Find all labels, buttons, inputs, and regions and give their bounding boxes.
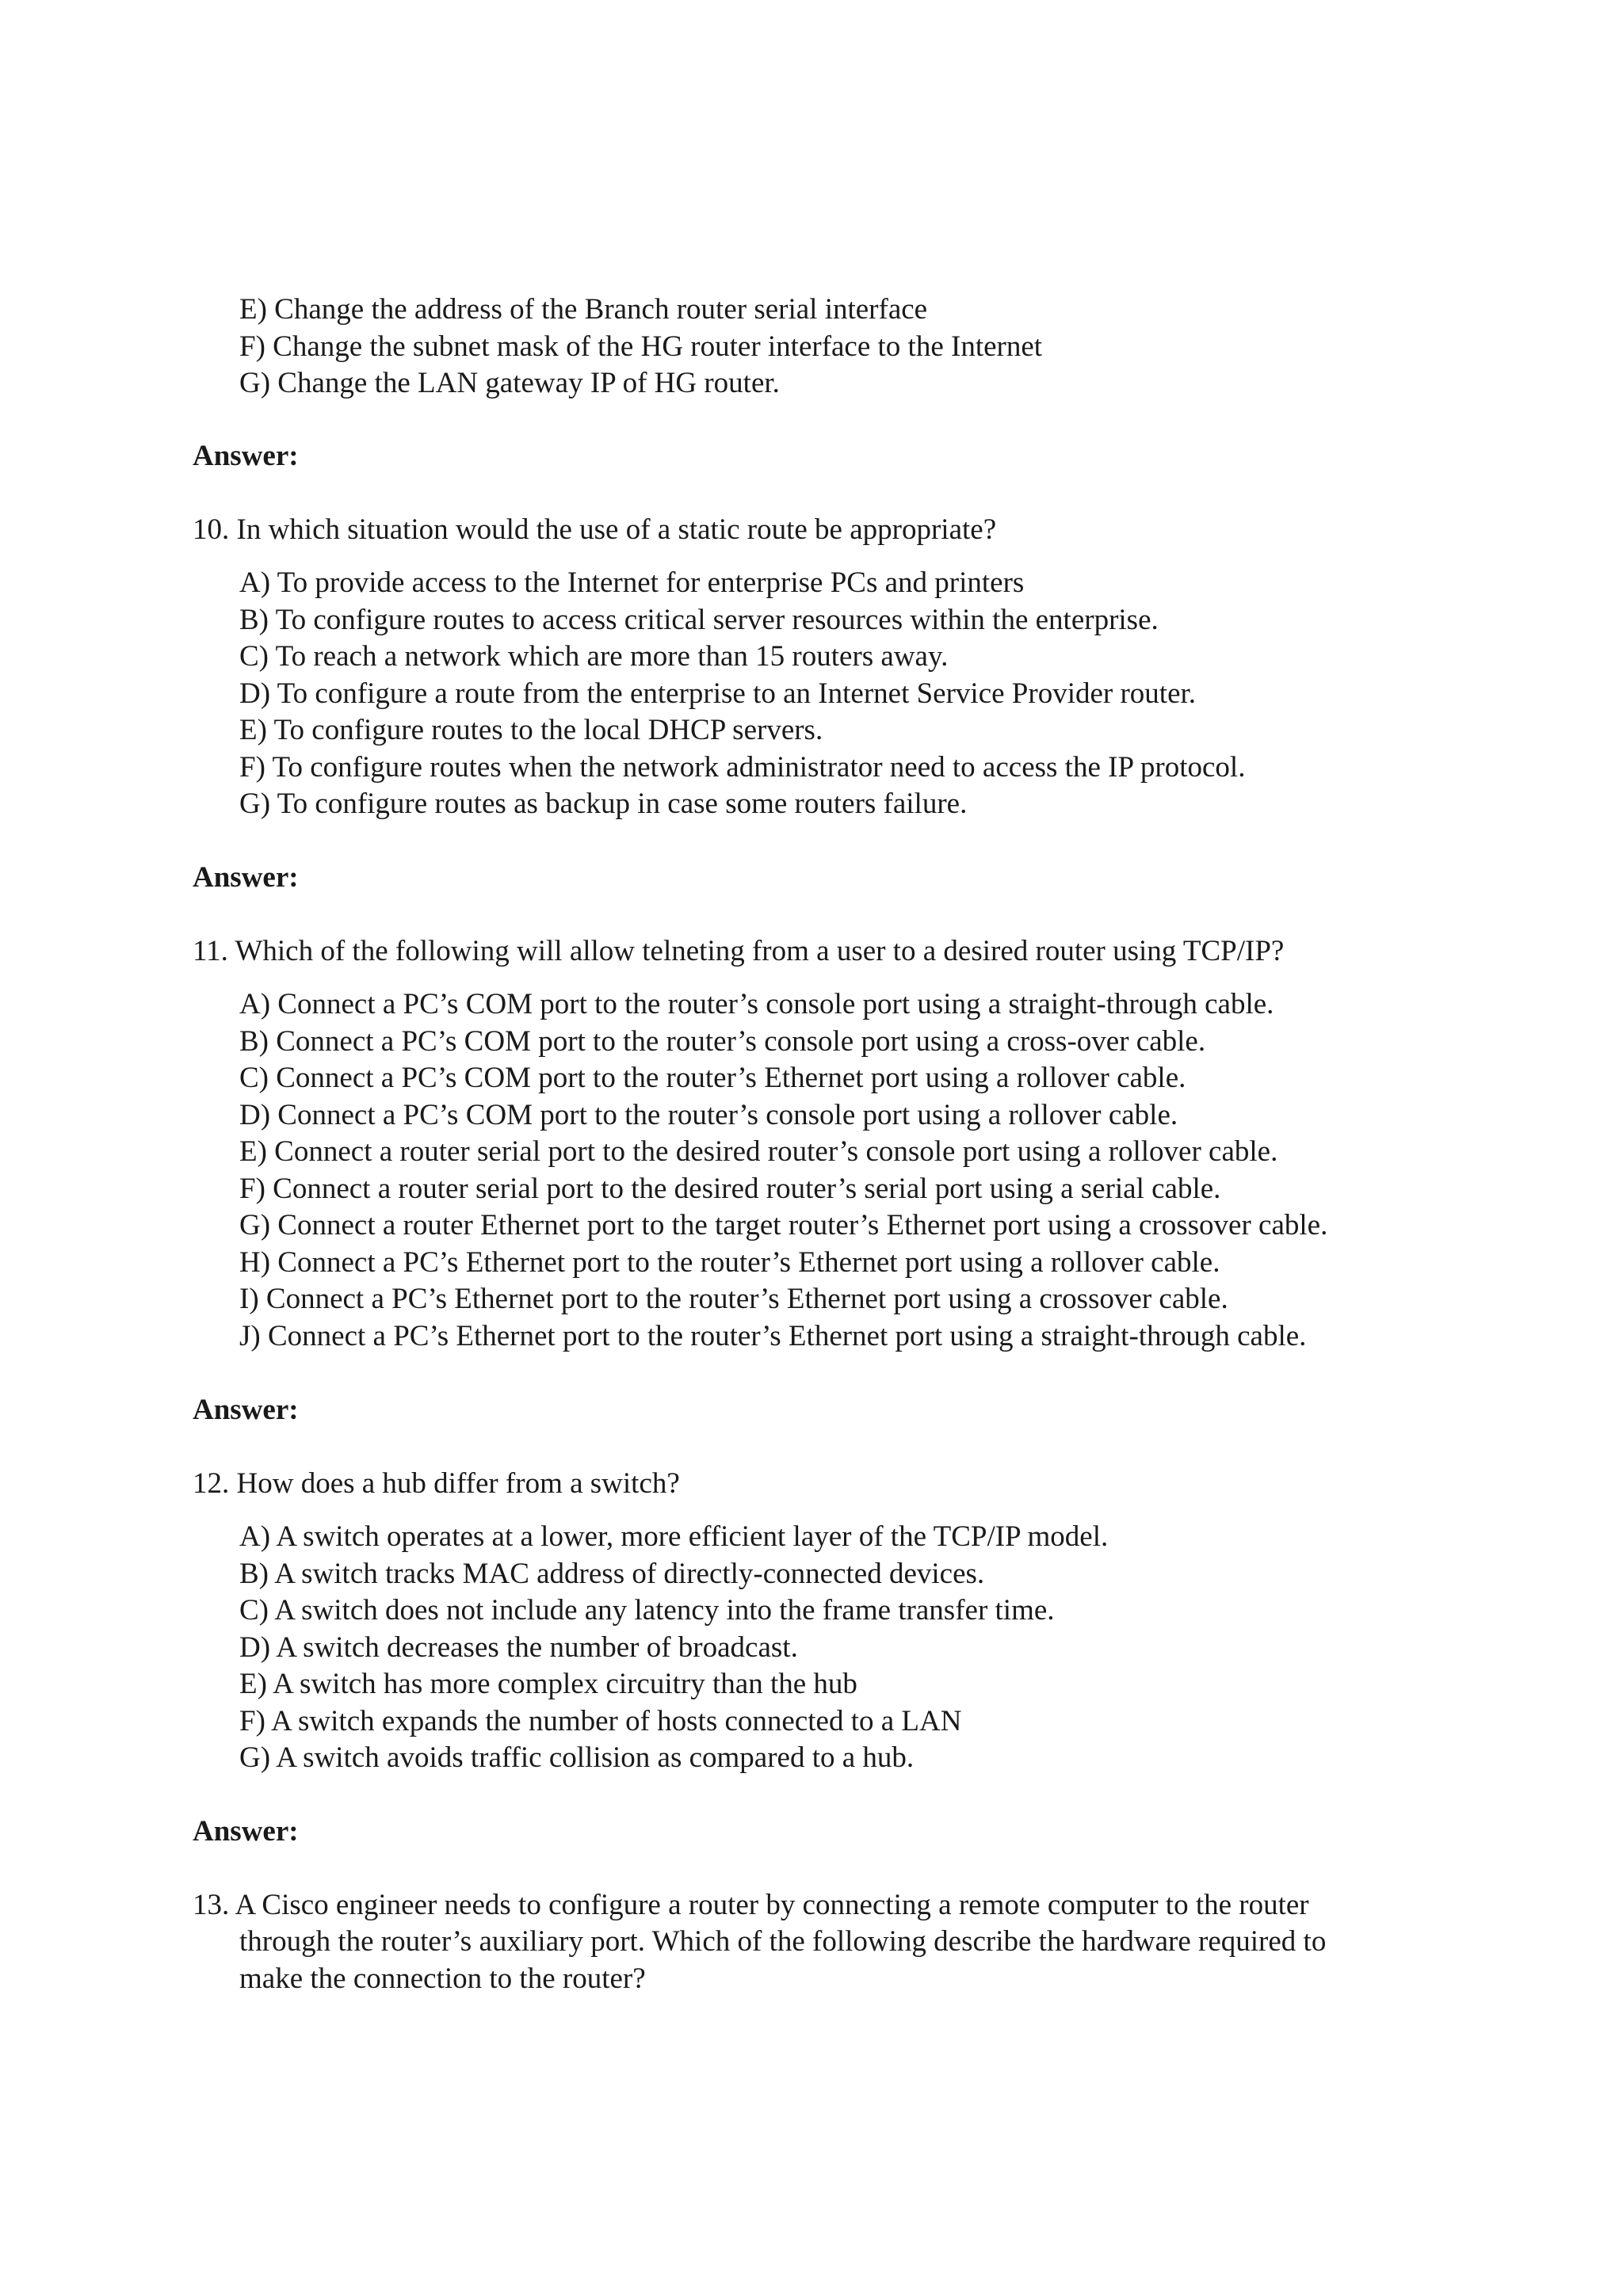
option-line: G) Change the LAN gateway IP of HG router. — [239, 367, 780, 399]
answer-label: Answer: — [193, 861, 299, 894]
question-12-text — [193, 1466, 680, 1502]
option-line: G) A switch avoids traffic collision as compared to a hub. — [239, 1741, 915, 1774]
question-number: 12. — [193, 1467, 230, 1500]
option-line: E) To configure routes to the local DHCP servers. — [239, 714, 823, 746]
option-line: D) To configure a route from the enterprise to an Internet Service Provider router. — [239, 677, 1197, 710]
option-line: D) A switch decreases the number of broadcast. — [239, 1631, 798, 1664]
option-line: I) Connect a PC’s Ethernet port to the router’s Ethernet port using a crossover cable. — [239, 1283, 1228, 1315]
answer-label: Answer: — [193, 1394, 299, 1426]
option-line: A) A switch operates at a lower, more efficient layer of the TCP/IP model. — [239, 1520, 1109, 1553]
option-line: C) Connect a PC’s COM port to the router’s Ethernet port using a rollover cable. — [239, 1062, 1186, 1094]
question-13-text — [193, 1887, 1309, 1924]
option-line: A) Connect a PC’s COM port to the router’s console port using a straight-through cable. — [239, 988, 1274, 1020]
option-line: E) Change the address of the Branch router serial interface — [239, 293, 928, 326]
option-line: G) Connect a router Ethernet port to the target router’s Ethernet port using a crossover cable. — [239, 1209, 1328, 1241]
answer-label: Answer: — [193, 440, 299, 472]
option-line: B) A switch tracks MAC address of directly-connected devices. — [239, 1558, 985, 1590]
option-line: B) To configure routes to access critical server resources within the enterprise. — [239, 604, 1159, 636]
question-line: make the connection to the router? — [239, 1962, 646, 1995]
option-line: E) A switch has more complex circuitry than the hub — [239, 1668, 857, 1700]
question-line: In which situation would the use of a static route be appropriate? — [236, 513, 997, 546]
option-line: E) Connect a router serial port to the desired router’s console port using a rollover cable. — [239, 1135, 1278, 1168]
answer-label: Answer: — [193, 1815, 299, 1848]
option-line: B) Connect a PC’s COM port to the router’s console port using a cross-over cable. — [239, 1025, 1206, 1058]
question-number: 11. — [193, 935, 228, 967]
option-line: G) To configure routes as backup in case some routers failure. — [239, 788, 968, 820]
question-line: Which of the following will allow telneting from a user to a desired router using TCP/IP? — [235, 935, 1285, 967]
option-line: J) Connect a PC’s Ethernet port to the router’s Ethernet port using a straight-through cable. — [239, 1320, 1307, 1352]
option-line: F) To configure routes when the network administrator need to access the IP protocol. — [239, 751, 1246, 784]
option-line: F) Connect a router serial port to the desired router’s serial port using a serial cable. — [239, 1173, 1221, 1205]
question-line: How does a hub differ from a switch? — [236, 1467, 680, 1500]
option-line: F) Change the subnet mask of the HG router interface to the Internet — [239, 330, 1043, 363]
question-line: A Cisco engineer needs to configure a router by connecting a remote computer to the router — [235, 1889, 1309, 1921]
question-11-text — [193, 933, 1284, 970]
option-line: C) To reach a network which are more than 15 routers away. — [239, 640, 949, 673]
option-line: A) To provide access to the Internet for enterprise PCs and printers — [239, 566, 1025, 599]
question-line: through the router’s auxiliary port. Which of the following describe the hardware required to — [239, 1925, 1327, 1958]
option-line: D) Connect a PC’s COM port to the router’s console port using a rollover cable. — [239, 1099, 1178, 1131]
option-line: F) A switch expands the number of hosts connected to a LAN — [239, 1705, 962, 1737]
question-number: 13. — [193, 1889, 230, 1921]
option-line: H) Connect a PC’s Ethernet port to the router’s Ethernet port using a rollover cable. — [239, 1246, 1220, 1279]
option-line: C) A switch does not include any latency into the frame transfer time. — [239, 1594, 1055, 1627]
question-10-text — [193, 512, 996, 548]
question-number: 10. — [193, 513, 230, 546]
